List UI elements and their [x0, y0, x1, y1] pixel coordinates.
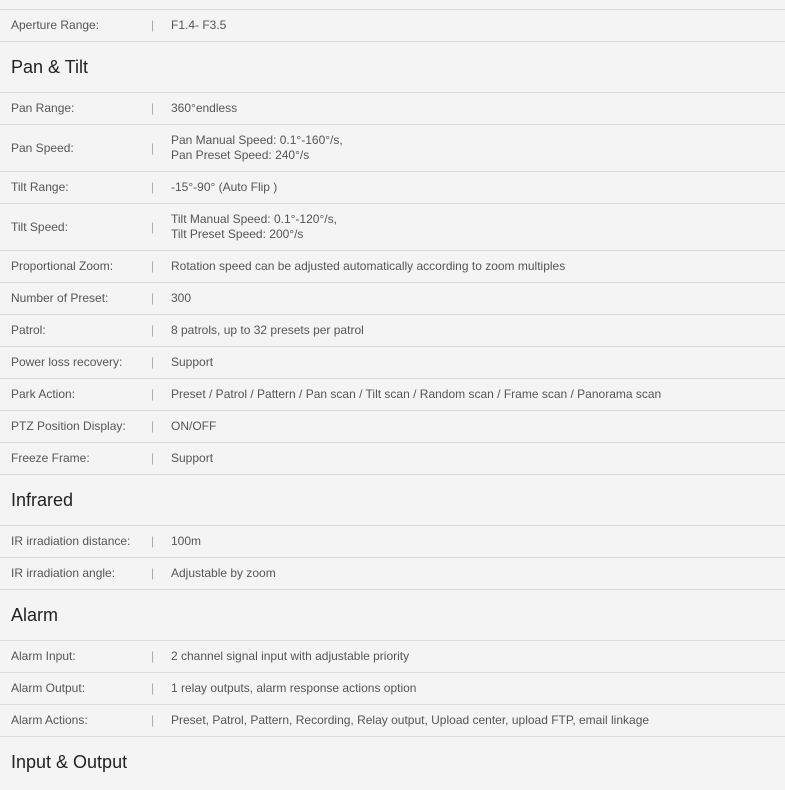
spec-label: Pan Speed: [11, 140, 74, 155]
separator: | [151, 219, 155, 234]
spec-value [161, 212, 337, 242]
spec-value [161, 101, 237, 116]
separator: | [151, 566, 155, 580]
spec-value-line: Tilt Preset Speed: 200°/s [171, 227, 304, 241]
spec-page [0, 9, 785, 787]
spec-value-line: Pan Preset Speed: 240°/s [171, 148, 310, 162]
spec-row [0, 282, 785, 314]
spec-value [161, 387, 661, 402]
spec-value [161, 355, 213, 370]
spec-label: Alarm Output: [11, 681, 86, 695]
spec-label: PTZ Position Display: [11, 419, 126, 433]
spec-row [0, 378, 785, 410]
spec-section [0, 736, 785, 787]
spec-label: Power loss recovery: [11, 355, 123, 369]
spec-row [0, 346, 785, 378]
spec-row [0, 124, 785, 171]
spec-label: Tilt Range: [11, 180, 69, 194]
section-heading: Pan & Tilt [0, 41, 785, 92]
spec-value [161, 259, 565, 274]
spec-row [0, 410, 785, 442]
spec-value [161, 681, 416, 696]
separator: | [151, 291, 155, 305]
section-heading: Infrared [0, 474, 785, 525]
separator: | [151, 140, 155, 155]
spec-label: Proportional Zoom: [11, 259, 114, 273]
spec-value: F1.4- F3.5 [171, 18, 227, 32]
separator: | [151, 18, 155, 32]
spec-value-line: 8 patrols, up to 32 presets per patrol [171, 323, 364, 337]
spec-label: Alarm Input: [11, 649, 76, 663]
separator: | [151, 649, 155, 663]
spec-row [0, 640, 785, 672]
spec-label: Patrol: [11, 323, 46, 337]
spec-value [161, 649, 409, 664]
spec-sections [0, 41, 785, 787]
spec-value-line: 100m [171, 534, 202, 548]
separator: | [151, 419, 155, 433]
spec-value [161, 133, 343, 163]
spec-section [0, 474, 785, 589]
spec-value-line: 300 [171, 291, 192, 305]
spec-row [0, 525, 785, 557]
spec-row [0, 314, 785, 346]
spec-row [0, 557, 785, 589]
spec-value [161, 323, 364, 338]
spec-value [161, 534, 201, 549]
separator: | [151, 713, 155, 727]
spec-value-line: 2 channel signal input with adjustable priority [171, 649, 410, 663]
spec-value-line: Preset / Patrol / Pattern / Pan scan / Tilt scan / Random scan / Frame scan / Panorama scan [171, 387, 662, 401]
spec-value-line: Support [171, 355, 214, 369]
spec-row [0, 672, 785, 704]
separator: | [151, 355, 155, 369]
spec-value-line: Adjustable by zoom [171, 566, 276, 580]
spec-value [161, 291, 191, 306]
spec-label: Freeze Frame: [11, 451, 90, 465]
spec-row [0, 442, 785, 474]
spec-label: Alarm Actions: [11, 713, 88, 727]
spec-label: IR irradiation angle: [11, 566, 116, 580]
separator: | [151, 323, 155, 337]
spec-label: IR irradiation distance: [11, 534, 131, 548]
spec-row-aperture-range [0, 9, 785, 41]
separator: | [151, 259, 155, 273]
separator: | [151, 387, 155, 401]
spec-label: Tilt Speed: [11, 219, 68, 234]
spec-value-line: ON/OFF [171, 419, 217, 433]
spec-value-line: 1 relay outputs, alarm response actions option [171, 681, 417, 695]
spec-value [161, 419, 216, 434]
spec-row [0, 704, 785, 736]
spec-value-line: Preset, Patrol, Pattern, Recording, Relay output, Upload center, upload FTP, email linkage [171, 713, 650, 727]
section-heading: Alarm [0, 589, 785, 640]
spec-value-line: Rotation speed can be adjusted automatically according to zoom multiples [171, 259, 566, 273]
spec-row [0, 92, 785, 124]
spec-label: Aperture Range: [11, 18, 100, 32]
spec-value-line: Pan Manual Speed: 0.1°-160°/s, [171, 133, 343, 147]
spec-value [161, 713, 649, 728]
spec-label: Park Action: [11, 387, 76, 401]
spec-value-line: Support [171, 451, 214, 465]
spec-value [161, 566, 276, 581]
spec-value [161, 451, 213, 466]
separator: | [151, 101, 155, 115]
section-heading: Input & Output [0, 736, 785, 787]
spec-value-line: Tilt Manual Speed: 0.1°-120°/s, [171, 212, 337, 226]
spec-label: Number of Preset: [11, 291, 109, 305]
spec-value-line: 360°endless [171, 101, 238, 115]
spec-section [0, 589, 785, 736]
separator: | [151, 681, 155, 695]
separator: | [151, 534, 155, 548]
spec-row [0, 171, 785, 203]
separator: | [151, 180, 155, 194]
spec-row [0, 203, 785, 250]
separator: | [151, 451, 155, 465]
spec-label: Pan Range: [11, 101, 75, 115]
spec-value [161, 180, 277, 195]
spec-row [0, 250, 785, 282]
spec-value-line: -15°-90° (Auto Flip ) [171, 180, 278, 194]
spec-section [0, 41, 785, 474]
